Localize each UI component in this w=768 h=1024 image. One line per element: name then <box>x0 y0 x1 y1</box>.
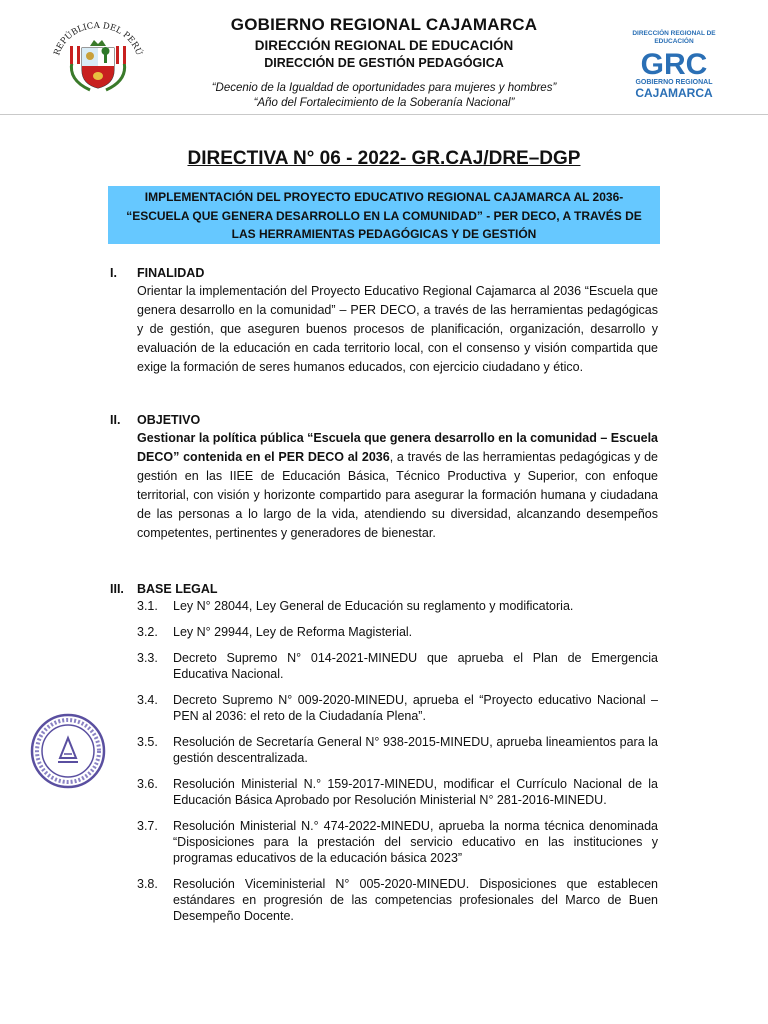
list-item <box>137 734 658 766</box>
motto-1: “Decenio de la Igualdad de oportunidades para mujeres y hombres” <box>211 82 557 94</box>
subject-banner <box>108 186 660 244</box>
list-item-number: 3.3. <box>137 651 158 665</box>
list-item <box>137 624 658 640</box>
list-item <box>137 598 658 614</box>
logo-bottom-2: CAJAMARCA <box>635 86 713 100</box>
list-item <box>137 692 658 724</box>
list-item-text: Resolución Viceministerial N° 005-2020-MINEDU. Disposiciones que establecen estándares en progresión de las competencias profesionales del Marco de Buen Desempeño Docente. <box>173 877 658 923</box>
header-divider <box>0 114 768 115</box>
list-item-text: Resolución Ministerial N.° 159-2017-MINEDU, modificar el Currículo Nacional de la Educación Básica Aprobado por Resolución Ministerial N° 281-2016-MINEDU. <box>173 777 658 807</box>
list-item-number: 3.8. <box>137 877 158 891</box>
section-1-title: FINALIDAD <box>137 266 205 280</box>
list-item-number: 3.7. <box>137 819 158 833</box>
motto-2: “Año del Fortalecimiento de la Soberanía Nacional” <box>253 97 515 109</box>
section-2-text <box>137 429 658 543</box>
section-2-bold-text: Gestionar la política pública “Escuela que genera desarrollo en la comunidad – Escuela DECO” contenida en el PER DECO al 2036 <box>137 431 659 464</box>
list-item-text: Resolución de Secretaría General N° 938-2015-MINEDU, aprueba lineamientos para la gestión descentralizada. <box>173 735 658 765</box>
logo-letters: GRC <box>640 48 708 78</box>
section-1-number: I. <box>110 266 117 280</box>
list-item <box>137 876 658 924</box>
list-item-number: 3.6. <box>137 777 158 791</box>
logo-bottom-1: GOBIERNO REGIONAL <box>635 79 713 86</box>
section-2-rest-text: , a través de las herramientas pedagógicas y de gestión en las IIEE de Educación Básica, Técnico Productiva y Superior, con enfoque territorial, con visión y horizonte compartido para asegurar la formación humana y ciudadana de las personas a lo largo de la vida, atendiendo su diversidad, alcanzando desempeños competentes, pertinentes y generadores de bienestar. <box>137 450 658 540</box>
section-1-text: Orientar la implementación del Proyecto Educativo Regional Cajamarca al 2036 “Escuela que genera desarrollo en la comunidad” – PER DECO, a través de las herramientas pedagógicas y de gestión, que aseguren buenos procesos de planificación, organización, desarrollo y evaluación de la educación en cada territorio local, con el consenso y visión compartida que exige la formación de seres humanos educados, con ejercicio ciudadano y ético. <box>137 284 658 374</box>
list-item <box>137 818 658 866</box>
section-3-title: BASE LEGAL <box>137 582 218 596</box>
list-item-text: Ley N° 28044, Ley General de Educación su reglamento y modificatoria. <box>173 599 574 613</box>
section-3-number: III. <box>110 582 124 596</box>
list-item <box>137 776 658 808</box>
logo-bottom <box>628 78 720 98</box>
seal-text: REPÚBLICA DEL PERÚ <box>52 20 144 57</box>
list-item-text: Decreto Supremo N° 014-2021-MINEDU que aprueba el Plan de Emergencia Educativa Nacional. <box>173 651 658 681</box>
directive-title: DIRECTIVA N° 06 - 2022- GR.CAJ/DRE–DGP <box>187 148 581 169</box>
gov-subtitle-1: DIRECCIÓN REGIONAL DE EDUCACIÓN <box>254 38 514 53</box>
list-item-number: 3.2. <box>137 625 158 639</box>
letterhead <box>0 0 768 118</box>
list-item-text: Resolución Ministerial N.° 474-2022-MINEDU, aprueba la norma técnica denominada “Disposiciones para la prestación del servicio educativo en las instituciones y programas educativos de la educación básica 2023” <box>173 819 658 865</box>
list-item <box>137 650 658 682</box>
logo-top-text: DIRECCIÓN REGIONAL DE EDUCACIÓN <box>632 30 716 45</box>
logo-letters-graphic <box>628 46 720 78</box>
list-item-number: 3.1. <box>137 599 158 613</box>
gov-subtitle-2: DIRECCIÓN DE GESTIÓN PEDAGÓGICA <box>264 56 504 70</box>
gov-title: GOBIERNO REGIONAL CAJAMARCA <box>230 15 538 34</box>
legal-basis-list <box>137 598 658 934</box>
list-item-number: 3.5. <box>137 735 158 749</box>
grc-logo-icon <box>628 30 720 100</box>
list-item-number: 3.4. <box>137 693 158 707</box>
subject-banner-text: IMPLEMENTACIÓN DEL PROYECTO EDUCATIVO REGIONAL CAJAMARCA AL 2036- “ESCUELA QUE GENERA DESARROLLO EN LA COMUNIDAD” - PER DECO, A TRAVÉS DE LAS HERRAMIENTAS PEDAGÓGICAS Y DE GESTIÓN <box>126 190 642 241</box>
list-item-text: Ley N° 29944, Ley de Reforma Magisterial. <box>173 625 413 639</box>
section-2-title: OBJETIVO <box>137 413 201 427</box>
official-stamp-icon <box>28 712 108 790</box>
section-2-number: II. <box>110 413 121 427</box>
list-item-text: Decreto Supremo N° 009-2020-MINEDU, aprueba el “Proyecto educativo Nacional – PEN al 2036: el reto de la Ciudadanía Plena”. <box>173 693 658 723</box>
